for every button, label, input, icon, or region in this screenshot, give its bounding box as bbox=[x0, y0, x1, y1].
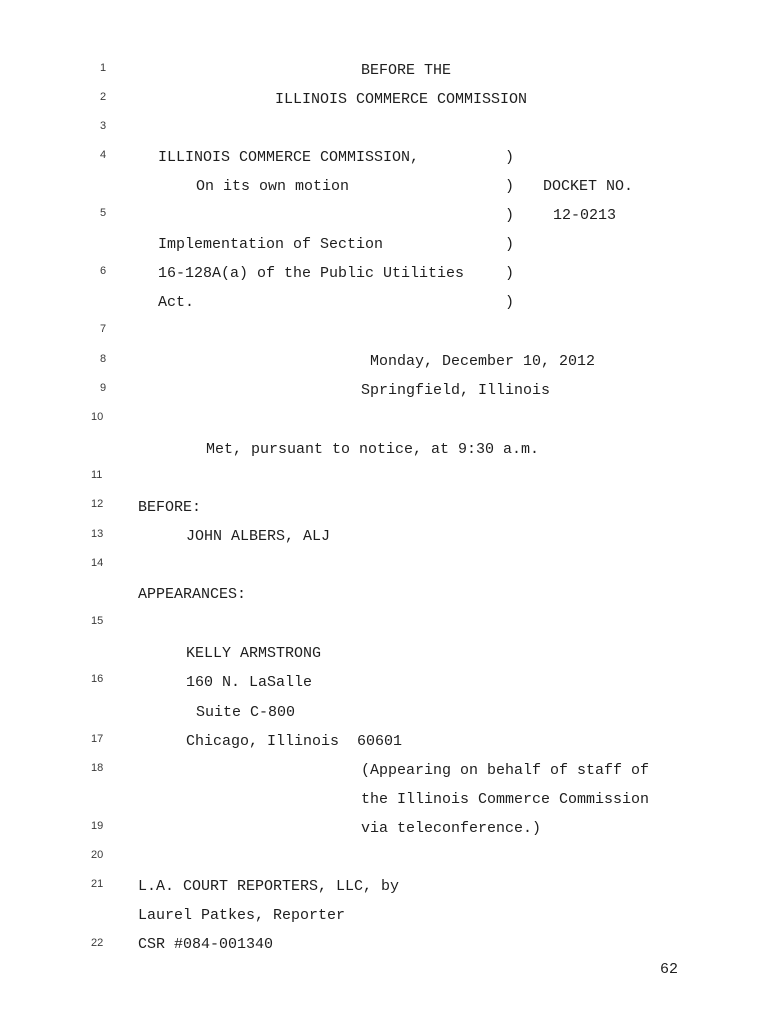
line-number: 19 bbox=[91, 820, 104, 832]
caption-paren: ) bbox=[505, 149, 515, 166]
caption-subject-1: Implementation of Section bbox=[158, 236, 384, 253]
appearance-name: KELLY ARMSTRONG bbox=[186, 645, 322, 662]
docket-label: DOCKET NO. bbox=[543, 178, 634, 195]
line-number: 7 bbox=[100, 323, 107, 335]
session-date: Monday, December 10, 2012 bbox=[370, 353, 596, 370]
caption-subject-3: Act. bbox=[158, 294, 195, 311]
line-number: 13 bbox=[91, 528, 104, 540]
caption-party: ILLINOIS COMMERCE COMMISSION, bbox=[158, 149, 420, 166]
line-number: 11 bbox=[91, 469, 103, 481]
line-number: 15 bbox=[91, 615, 104, 627]
appearance-behalf-3: via teleconference.) bbox=[361, 820, 542, 837]
reporter-firm: L.A. COURT REPORTERS, LLC, by bbox=[138, 878, 400, 895]
appearance-behalf-2: the Illinois Commerce Commission bbox=[361, 791, 650, 808]
caption-paren: ) bbox=[505, 294, 515, 311]
line-number: 5 bbox=[100, 207, 107, 219]
line-number: 3 bbox=[100, 120, 107, 132]
caption-subject-2: 16-128A(a) of the Public Utilities bbox=[158, 265, 465, 282]
appearance-address-3: Chicago, Illinois 60601 bbox=[186, 733, 403, 750]
page-number: 62 bbox=[660, 961, 679, 978]
line-number: 22 bbox=[91, 937, 104, 949]
appearance-behalf-1: (Appearing on behalf of staff of bbox=[361, 762, 650, 779]
line-number: 10 bbox=[91, 411, 104, 423]
line-number: 14 bbox=[91, 557, 104, 569]
reporter-csr: CSR #084-001340 bbox=[138, 936, 274, 953]
caption-motion: On its own motion bbox=[196, 178, 350, 195]
line-number: 16 bbox=[91, 673, 104, 685]
session-place: Springfield, Illinois bbox=[361, 382, 551, 399]
line-number: 21 bbox=[91, 878, 104, 890]
line-number: 9 bbox=[100, 382, 107, 394]
reporter-name: Laurel Patkes, Reporter bbox=[138, 907, 346, 924]
heading-commission: ILLINOIS COMMERCE COMMISSION bbox=[275, 91, 528, 108]
caption-paren: ) bbox=[505, 207, 515, 224]
before-label: BEFORE: bbox=[138, 499, 202, 516]
line-number: 18 bbox=[91, 762, 104, 774]
line-number: 2 bbox=[100, 91, 107, 103]
line-number: 17 bbox=[91, 733, 104, 745]
caption-paren: ) bbox=[505, 236, 515, 253]
before-judge: JOHN ALBERS, ALJ bbox=[186, 528, 331, 545]
line-number: 12 bbox=[91, 498, 104, 510]
line-number: 8 bbox=[100, 353, 107, 365]
appearances-label: APPEARANCES: bbox=[138, 586, 247, 603]
docket-number: 12-0213 bbox=[553, 207, 617, 224]
line-number: 20 bbox=[91, 849, 104, 861]
line-number: 1 bbox=[100, 62, 107, 74]
caption-paren: ) bbox=[505, 178, 515, 195]
appearance-address-1: 160 N. LaSalle bbox=[186, 674, 313, 691]
session-met: Met, pursuant to notice, at 9:30 a.m. bbox=[206, 441, 540, 458]
heading-before-the: BEFORE THE bbox=[361, 62, 452, 79]
caption-paren: ) bbox=[505, 265, 515, 282]
appearance-address-2: Suite C-800 bbox=[196, 704, 296, 721]
line-number: 6 bbox=[100, 265, 107, 277]
line-number: 4 bbox=[100, 149, 107, 161]
